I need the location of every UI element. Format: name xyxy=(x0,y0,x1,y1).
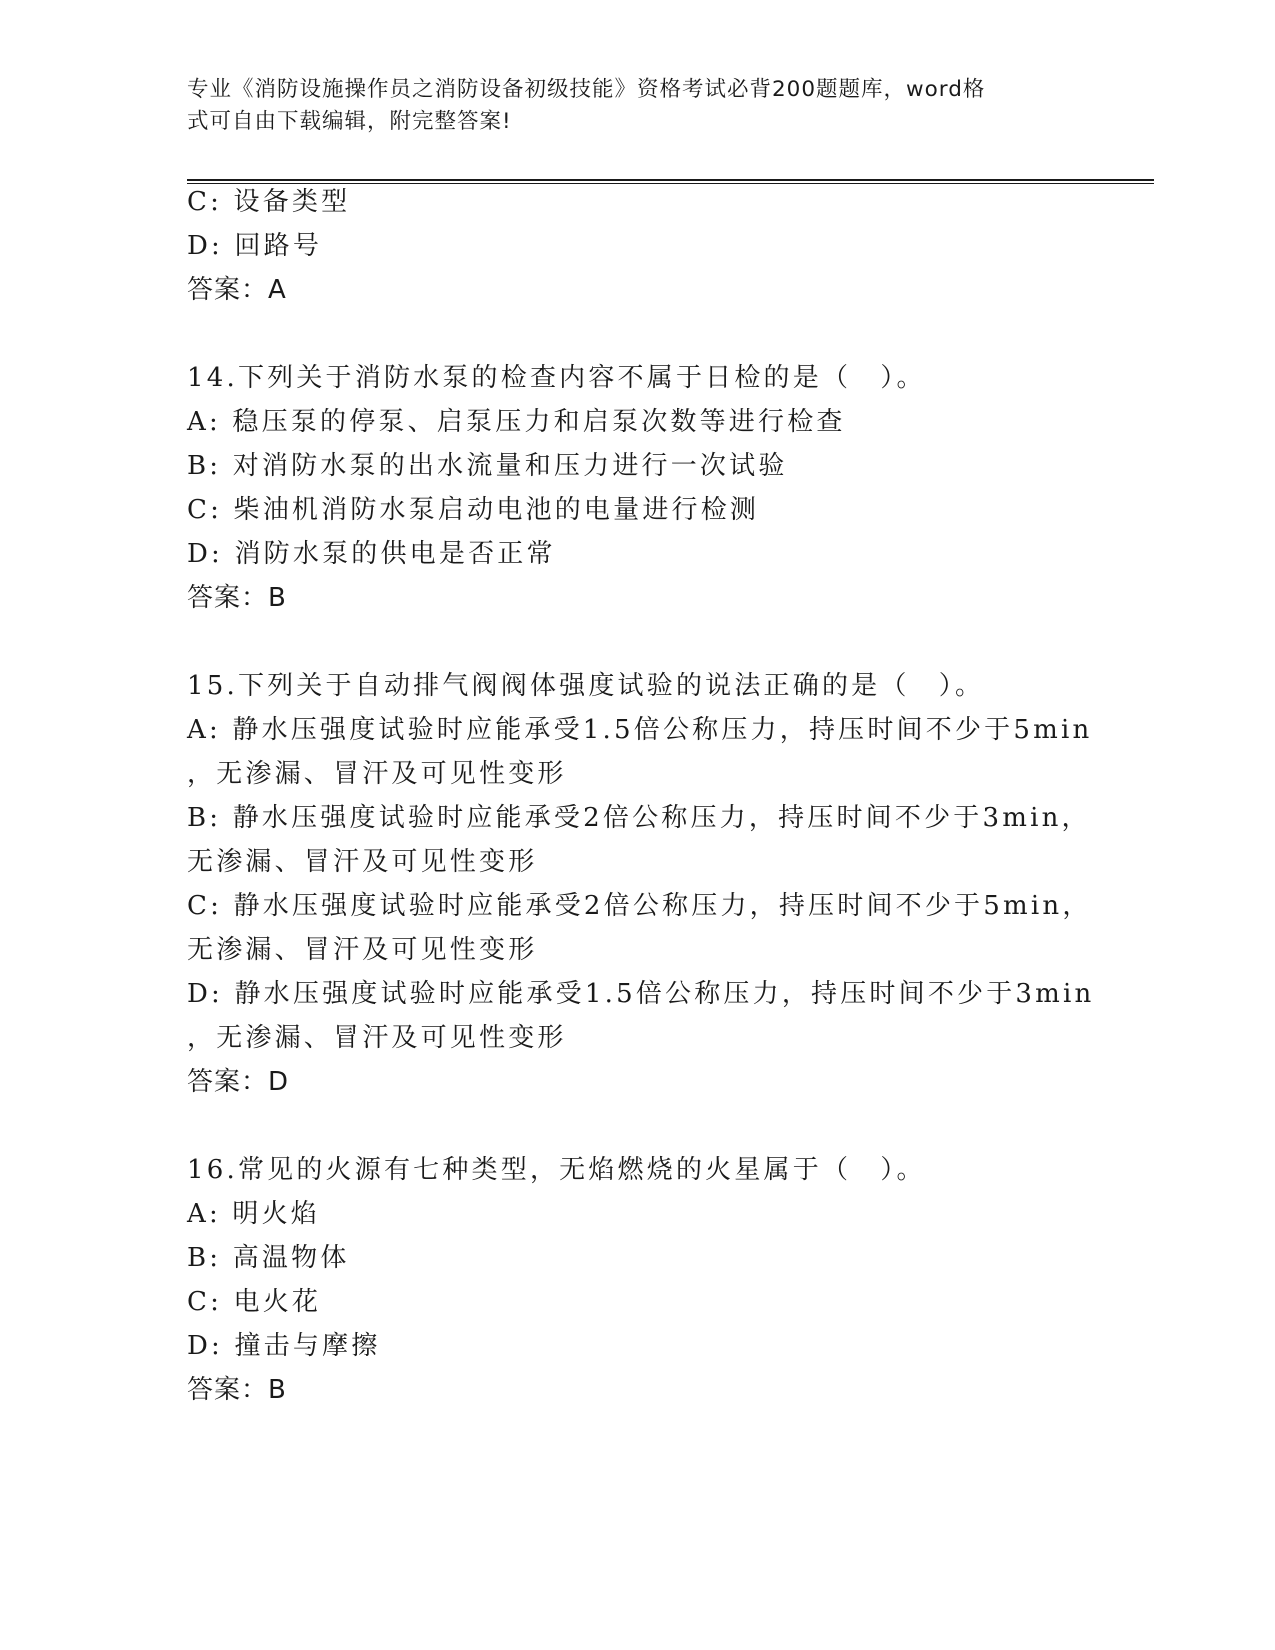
page-header xyxy=(187,74,1087,138)
header-line-1: 专业《消防设施操作员之消防设备初级技能》资格考试必背200题题库，word格 xyxy=(187,77,986,102)
q14-option-c: C: 柴油机消防水泵启动电池的电量进行检测 xyxy=(187,495,760,525)
q15-answer: 答案：D xyxy=(187,1067,290,1097)
q14-stem: 14.下列关于消防水泵的检查内容不属于日检的是（ ）。 xyxy=(187,363,926,393)
q15-option-d-line-2: ，无渗漏、冒汗及可见性变形 xyxy=(187,1023,567,1053)
header-line-2: 式可自由下载编辑，附完整答案! xyxy=(187,109,512,134)
q15-option-a-line-2: ，无渗漏、冒汗及可见性变形 xyxy=(187,759,567,789)
q16-option-b: B: 高温物体 xyxy=(187,1243,350,1273)
q13-option-c: C: 设备类型 xyxy=(187,187,351,217)
q16-stem: 16.常见的火源有七种类型，无焰燃烧的火星属于（ ）。 xyxy=(187,1155,926,1185)
q16-answer: 答案：B xyxy=(187,1375,287,1405)
q14-option-d: D: 消防水泵的供电是否正常 xyxy=(187,539,556,569)
q15-stem: 15.下列关于自动排气阀阀体强度试验的说法正确的是（ ）。 xyxy=(187,671,985,701)
q14-answer: 答案：B xyxy=(187,583,287,613)
q16-option-d: D: 撞击与摩擦 xyxy=(187,1331,381,1361)
q15-option-b-line-2: 无渗漏、冒汗及可见性变形 xyxy=(187,847,538,877)
q14-option-a: A: 稳压泵的停泵、启泵压力和启泵次数等进行检查 xyxy=(187,407,846,437)
q13-answer: 答案：A xyxy=(187,275,287,305)
q15-option-d-line-1: D: 静水压强度试验时应能承受1.5倍公称压力，持压时间不少于3min xyxy=(187,979,1095,1009)
q14-option-b: B: 对消防水泵的出水流量和压力进行一次试验 xyxy=(187,451,788,481)
q13-option-d: D: 回路号 xyxy=(187,231,323,261)
header-divider xyxy=(187,179,1154,184)
q16-option-a: A: 明火焰 xyxy=(187,1199,321,1229)
q15-option-c-line-1: C: 静水压强度试验时应能承受2倍公称压力，持压时间不少于5min， xyxy=(187,891,1092,921)
q15-option-b-line-1: B: 静水压强度试验时应能承受2倍公称压力，持压时间不少于3min， xyxy=(187,803,1091,833)
q15-option-c-line-2: 无渗漏、冒汗及可见性变形 xyxy=(187,935,538,965)
q16-option-c: C: 电火花 xyxy=(187,1287,322,1317)
q15-option-a-line-1: A: 静水压强度试验时应能承受1.5倍公称压力，持压时间不少于5min xyxy=(187,715,1093,745)
